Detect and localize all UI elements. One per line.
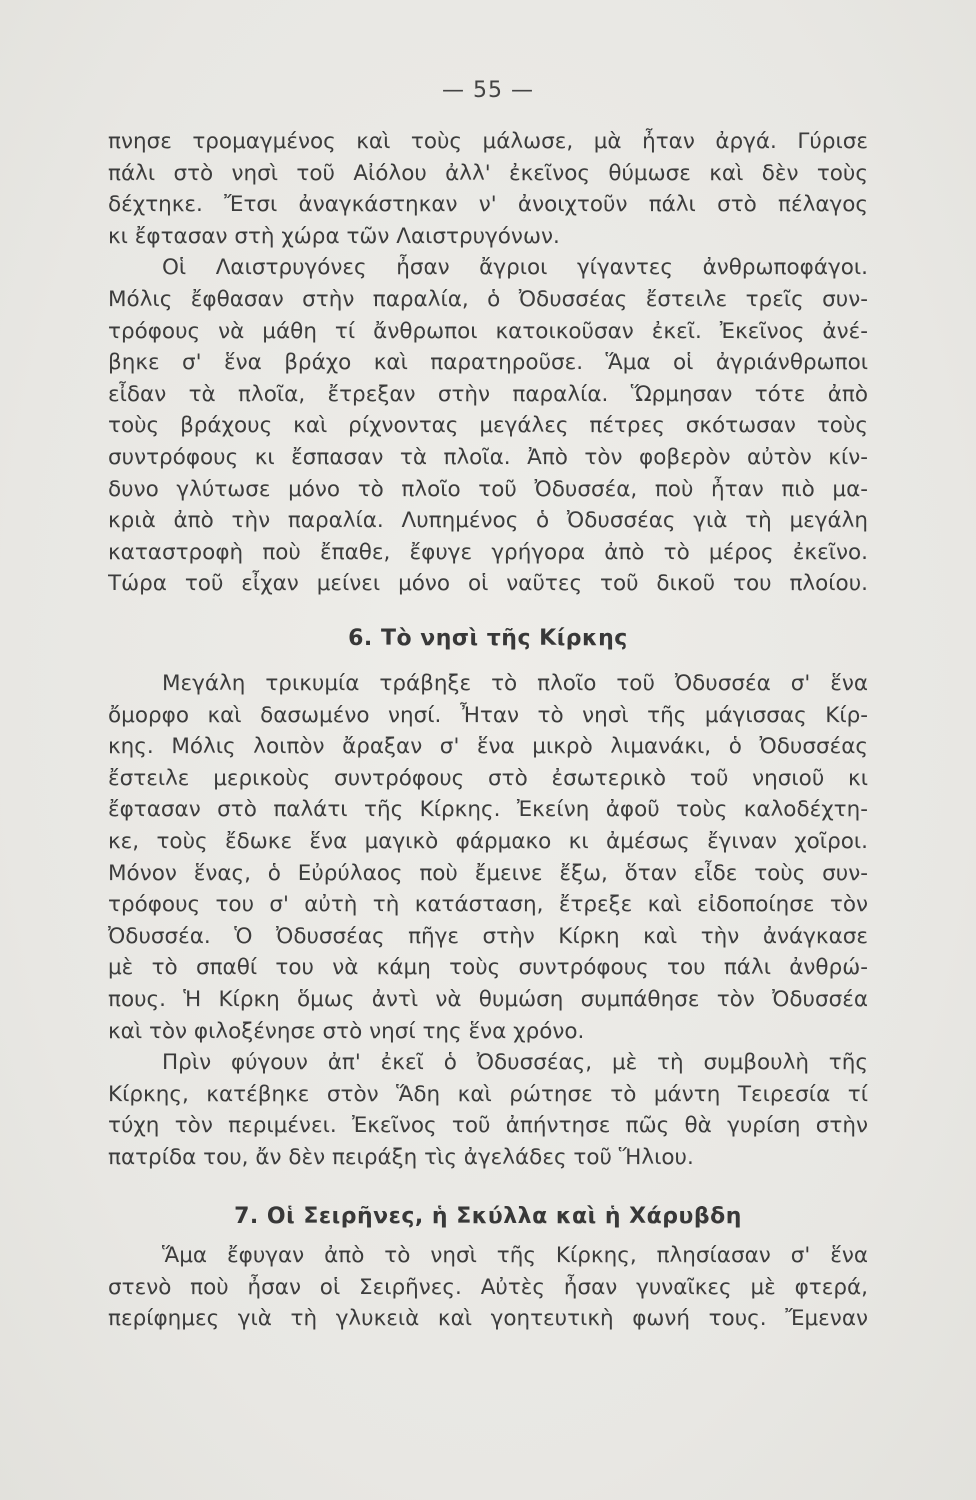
text-line: καταστροφὴ ποὺ ἔπαθε, ἔφυγε γρήγορα ἀπὸ τὸ μέρος ἐκεῖνο.: [108, 539, 868, 565]
text-line: κης. Μόλις λοιπὸν ἄραξαν σ' ἕνα μικρὸ λιμανάκι, ὁ Ὀδυσσέας: [108, 734, 868, 760]
text-block-sirens: [108, 1240, 868, 1335]
text-line: βηκε σ' ἕνα βράχο καὶ παρατηροῦσε. Ἅμα οἱ ἀγριάνθρωποι: [108, 350, 868, 376]
text-line: Τώρα τοῦ εἶχαν μείνει μόνο οἱ ναῦτες τοῦ δικοῦ του πλοίου.: [108, 571, 868, 597]
text-line: δυνο γλύτωσε μόνο τὸ πλοῖο τοῦ Ὀδυσσέα, ποὺ ἦταν πιὸ μα-: [108, 476, 868, 502]
section-heading-sirens: 7. Οἱ Σειρῆνες, ἡ Σκύλλα καὶ ἡ Χάρυβδη: [234, 1204, 742, 1229]
text-line: εἶδαν τὰ πλοῖα, ἔτρεξαν στὴν παραλία. Ὥρμησαν τότε ἀπὸ: [108, 381, 868, 407]
text-line: στενὸ ποὺ ἦσαν οἱ Σειρῆνες. Αὐτὲς ἦσαν γυναῖκες μὲ φτερά,: [108, 1274, 868, 1300]
text-line: κι ἔφτασαν στὴ χώρα τῶν Λαιστρυγόνων.: [108, 223, 560, 249]
text-line: Μόνον ἕνας, ὁ Εὐρύλαος ποὺ ἔμεινε ἔξω, ὅταν εἶδε τοὺς συν-: [108, 860, 868, 886]
text-line: καὶ τὸν φιλοξένησε στὸ νησί της ἕνα χρόνο.: [108, 1018, 585, 1044]
text-line: πάλι στὸ νησὶ τοῦ Αἰόλου ἀλλ' ἐκεῖνος θύμωσε καὶ δὲν τοὺς: [108, 160, 868, 186]
text-block-lastrygonians: [108, 126, 868, 600]
text-line: κριὰ ἀπὸ τὴν παραλία. Λυπημένος ὁ Ὀδυσσέας γιὰ τὴ μεγάλη: [108, 508, 868, 534]
text-line: τρόφους νὰ μάθη τί ἄνθρωποι κατοικοῦσαν ἐκεῖ. Ἐκεῖνος ἀνέ-: [108, 318, 868, 344]
text-line: πους. Ἡ Κίρκη ὅμως ἀντὶ νὰ θυμώση συμπάθησε τὸν Ὀδυσσέα: [108, 986, 868, 1012]
text-line: ὄμορφο καὶ δασωμένο νησί. Ἦταν τὸ νησὶ τῆς μάγισσας Κίρ-: [108, 702, 868, 728]
text-line: Ὀδυσσέα. Ὁ Ὀδυσσέας πῆγε στὴν Κίρκη καὶ τὴν ἀνάγκασε: [108, 923, 868, 949]
text-line: τοὺς βράχους καὶ ρίχνοντας μεγάλες πέτρες σκότωσαν τοὺς: [108, 413, 868, 439]
text-line: ἔφτασαν στὸ παλάτι τῆς Κίρκης. Ἐκείνη ἀφοῦ τοὺς καλοδέχτη-: [108, 797, 868, 823]
page-number: — 55 —: [442, 78, 534, 103]
text-line: Μόλις ἔφθασαν στὴν παραλία, ὁ Ὀδυσσέας ἔστειλε τρεῖς συν-: [108, 286, 868, 312]
text-line: περίφημες γιὰ τὴ γλυκειὰ καὶ γοητευτικὴ φωνή τους. Ἔμεναν: [108, 1306, 868, 1332]
text-line: Μεγάλη τρικυμία τράβηξε τὸ πλοῖο τοῦ Ὀδυσσέα σ' ἕνα: [162, 671, 868, 696]
text-block-kirke: [108, 668, 868, 1174]
text-line: συντρόφους κι ἔσπασαν τὰ πλοῖα. Ἀπὸ τὸν φοβερὸν αὐτὸν κίν-: [108, 444, 868, 470]
text-line: Πρὶν φύγουν ἀπ' ἐκεῖ ὁ Ὀδυσσέας, μὲ τὴ συμβουλὴ τῆς: [162, 1050, 868, 1076]
text-line: πνησε τρομαγμένος καὶ τοὺς μάλωσε, μὰ ἦταν ἀργά. Γύρισε: [108, 129, 868, 154]
text-line: κε, τοὺς ἔδωκε ἕνα μαγικὸ φάρμακο κι ἀμέσως ἔγιναν χοῖροι.: [108, 828, 868, 854]
text-line: Οἱ Λαιστρυγόνες ἦσαν ἄγριοι γίγαντες ἀνθρωποφάγοι.: [162, 255, 868, 281]
text-line: μὲ τὸ σπαθί του νὰ κάμη τοὺς συντρόφους του πάλι ἀνθρώ-: [108, 955, 868, 981]
text-line: Κίρκης, κατέβηκε στὸν Ἅδη καὶ ρώτησε τὸ μάντη Τειρεσία τί: [108, 1081, 868, 1107]
text-line: πατρίδα του, ἄν δὲν πειράξη τὶς ἀγελάδες τοῦ Ἥλιου.: [108, 1144, 694, 1170]
text-line: τρόφους του σ' αὐτὴ τὴ κατάσταση, ἔτρεξε καὶ εἰδοποίησε τὸν: [108, 892, 868, 918]
text-line: ἔστειλε μερικοὺς συντρόφους στὸ ἐσωτερικὸ τοῦ νησιοῦ κι: [108, 765, 868, 791]
text-line: δέχτηκε. Ἔτσι ἀναγκάστηκαν ν' ἀνοιχτοῦν πάλι στὸ πέλαγος: [108, 192, 868, 218]
text-line: τύχη τὸν περιμένει. Ἐκεῖνος τοῦ ἀπήντησε πῶς θὰ γυρίση στὴν: [108, 1113, 868, 1139]
section-heading-kirke: 6. Τὸ νησὶ τῆς Κίρκης: [348, 626, 628, 651]
text-line: Ἅμα ἔφυγαν ἀπὸ τὸ νησὶ τῆς Κίρκης, πλησίασαν σ' ἕνα: [162, 1243, 868, 1268]
